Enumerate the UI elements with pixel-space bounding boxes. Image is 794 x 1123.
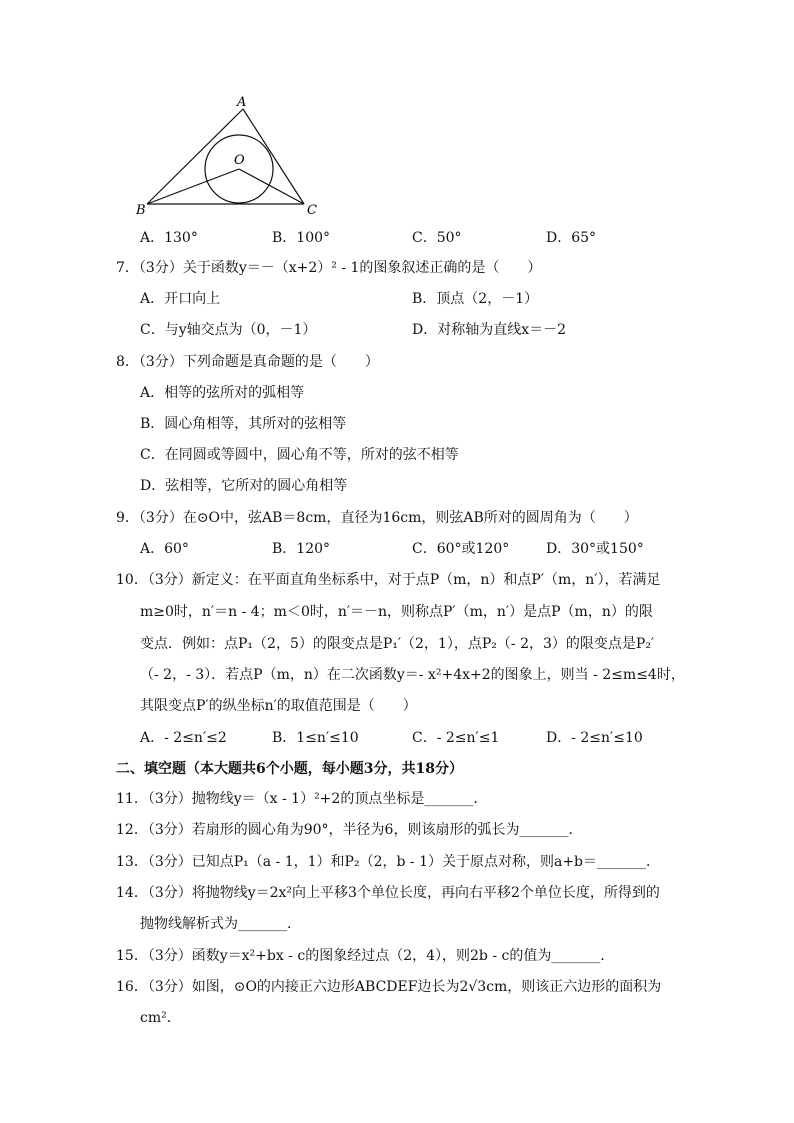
q13-text: 13．（3分）已知点P₁（a - 1，1）和P₂（2，b - 1）关于原点对称，则a+b＝_______．	[116, 854, 661, 870]
q6-option-d: D．65°	[546, 230, 597, 246]
label-c: C	[307, 203, 317, 218]
triangle-incircle-figure	[130, 92, 330, 222]
segment-oc	[239, 169, 304, 204]
q16-line-2: cm²．	[140, 1010, 181, 1026]
q7-option-d: D．对称轴为直线x＝－2	[412, 322, 567, 338]
q8-option-d: D．弦相等，它所对的圆心角相等	[140, 478, 348, 494]
q10-option-a: A．- 2≤n′≤2	[140, 730, 227, 746]
q16-line-1: 16．（3分）如图，⊙O的内接正六边形ABCDEF边长为2√3cm，则该正六边形的面积为	[116, 979, 662, 995]
q15-text: 15．（3分）函数y＝x²+bx - c的图象经过点（2，4），则2b - c的值为_______．	[116, 948, 615, 964]
q10-line-4: （- 2，- 3）．若点P（m，n）在二次函数y＝- x²+4x+2的图象上，则当 - 2≤m≤4时，	[140, 667, 685, 683]
q9-option-d: D．30°或150°	[546, 541, 644, 557]
q6-option-a: A．130°	[140, 230, 198, 246]
label-b: B	[136, 203, 146, 218]
q8-stem: 8．（3分）下列命题是真命题的是（ ）	[116, 354, 379, 370]
segment-ob	[147, 169, 239, 204]
q10-line-2: m≥0时，n′＝n - 4；m＜0时，n′＝－n，则称点P′（m，n′）是点P（m，n）的限	[140, 604, 653, 620]
q11-text: 11．（3分）抛物线y＝（x - 1）²+2的顶点坐标是_______．	[116, 791, 488, 807]
q10-option-b: B．1≤n′≤10	[272, 730, 359, 746]
q9-stem: 9．（3分）在⊙O中，弦AB＝8cm，直径为16cm，则弦AB所对的圆周角为（ ）	[116, 510, 638, 526]
q10-line-3: 变点．例如：点P₁（2，5）的限变点是P₁′（2，1），点P₂（- 2，3）的限变点是P₂′	[140, 636, 655, 652]
q7-option-b: B．顶点（2，－1）	[412, 291, 539, 307]
q10-option-c: C．- 2≤n′≤1	[412, 730, 500, 746]
q10-option-d: D．- 2≤n′≤10	[546, 730, 643, 746]
q6-option-c: C．50°	[412, 230, 462, 246]
q10-line-5: 其限变点P′的纵坐标n′的取值范围是（ ）	[140, 698, 417, 714]
q12-text: 12．（3分）若扇形的圆心角为90°，半径为6，则该扇形的弧长为_______．	[116, 822, 583, 838]
q10-line-1: 10．（3分）新定义：在平面直角坐标系中，对于点P（m，n）和点P′（m，n′），若满足	[116, 572, 661, 588]
q8-option-a: A．相等的弦所对的弧相等	[140, 385, 305, 401]
q14-line-2: 抛物线解析式为_______．	[140, 916, 301, 932]
triangle-abc	[147, 109, 304, 204]
q9-option-a: A．60°	[140, 541, 189, 557]
q6-option-b: B．100°	[272, 230, 331, 246]
q14-line-1: 14．（3分）将抛物线y＝2x²向上平移3个单位长度，再向右平移2个单位长度，所得到的	[116, 885, 660, 901]
label-o: O	[234, 153, 245, 168]
q9-option-c: C．60°或120°	[412, 541, 510, 557]
q7-option-c: C．与y轴交点为（0，－1）	[140, 322, 317, 338]
q8-option-c: C．在同圆或等圆中，圆心角不等，所对的弦不相等	[140, 447, 459, 463]
q8-option-b: B．圆心角相等，其所对的弦相等	[140, 416, 347, 432]
section-2-heading: 二、填空题（本大题共6个小题，每小题3分，共18分）	[116, 761, 463, 777]
q9-option-b: B．120°	[272, 541, 331, 557]
q7-option-a: A．开口向上	[140, 291, 221, 307]
q7-stem: 7．（3分）关于函数y＝－（x+2）² - 1的图象叙述正确的是（ ）	[116, 260, 542, 276]
label-a: A	[237, 95, 247, 110]
